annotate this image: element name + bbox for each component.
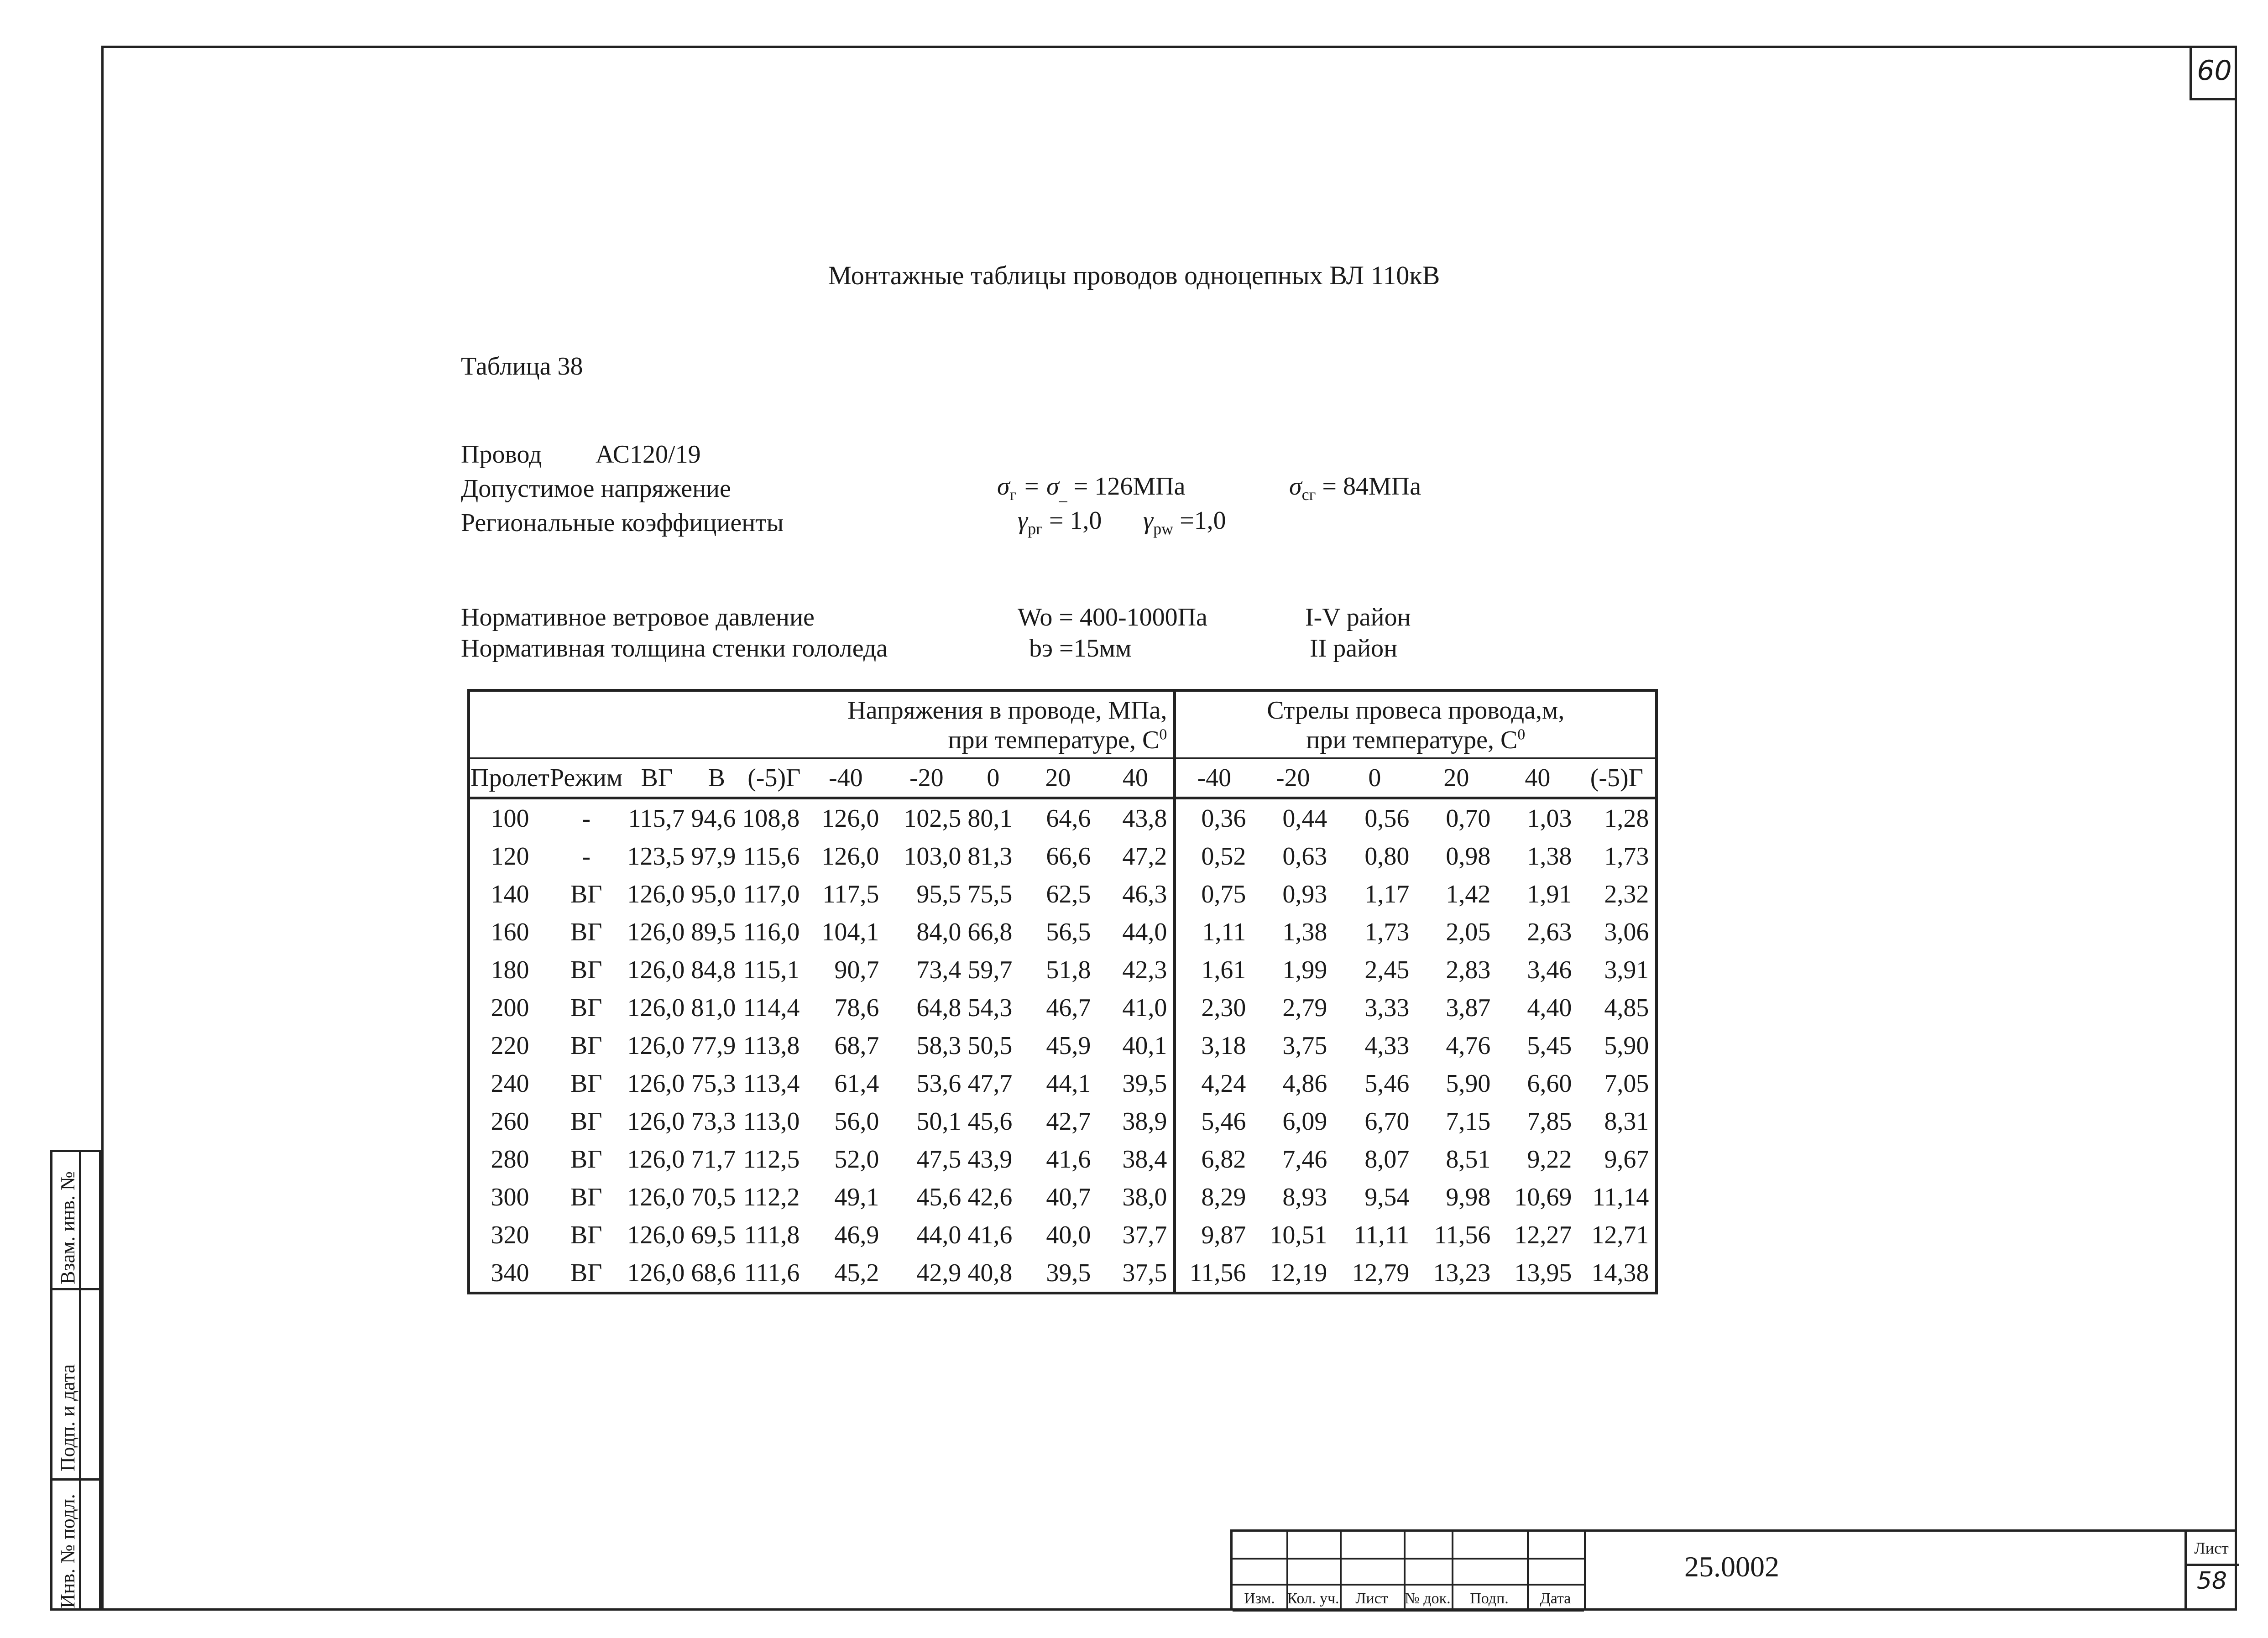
- table-cell: 4,33: [1364, 1031, 1410, 1060]
- table-cell: 111,8: [744, 1221, 800, 1249]
- table-cell: 47,5: [916, 1145, 962, 1174]
- table-cell: 126,0: [627, 993, 685, 1022]
- table-cell: 5,45: [1527, 1031, 1572, 1060]
- table-cell: 54,3: [967, 993, 1013, 1022]
- column-header-9: 40: [1097, 758, 1175, 798]
- table-cell: 53,6: [916, 1069, 962, 1098]
- table-cell: 8,29: [1201, 1183, 1246, 1211]
- table-cell: 340: [491, 1258, 529, 1287]
- table-cell: 102,5: [904, 804, 962, 833]
- table-cell: 7,85: [1527, 1107, 1572, 1136]
- ice-label: Нормативная толщина стенки гололеда: [461, 634, 888, 663]
- table-cell: 12,71: [1591, 1221, 1649, 1249]
- table-cell: ВГ: [570, 1145, 602, 1174]
- table-cell: 11,56: [1434, 1221, 1491, 1249]
- table-cell: 68,7: [834, 1031, 879, 1060]
- left-stamp: [50, 1150, 101, 1611]
- table-cell: 123,5: [627, 842, 685, 871]
- table-cell: 80,1: [967, 804, 1013, 833]
- title-block-col-2: Лист: [1355, 1590, 1388, 1607]
- table-cell: 13,23: [1433, 1258, 1491, 1287]
- stress-label: Допустимое напряжение: [461, 475, 731, 503]
- table-row: [469, 1254, 1657, 1293]
- table-cell: 112,5: [743, 1145, 800, 1174]
- table-cell: 1,11: [1202, 918, 1246, 946]
- table-cell: 77,9: [691, 1031, 736, 1060]
- stamp-sign-label: Подп. и дата: [57, 1364, 79, 1471]
- table-cell: 39,5: [1046, 1258, 1091, 1287]
- table-row: [469, 1140, 1657, 1178]
- table-cell: 9,67: [1604, 1145, 1649, 1174]
- table-cell: 8,31: [1604, 1107, 1649, 1136]
- table-cell: 44,0: [1097, 913, 1175, 951]
- table-cell: 2,32: [1604, 880, 1649, 908]
- table-cell: 126,0: [627, 880, 685, 908]
- table-cell: 0,98: [1446, 842, 1491, 871]
- table-cell: 12,19: [1270, 1258, 1327, 1287]
- stress-cr-value: $\sigma_{сг} = 84МПа$: [1289, 472, 1421, 504]
- table-cell: 113,8: [743, 1031, 800, 1060]
- table-cell: 100: [491, 804, 529, 833]
- table-cell: 1,61: [1201, 955, 1246, 984]
- table-cell: 42,6: [967, 1183, 1013, 1211]
- table-cell: 9,22: [1527, 1145, 1572, 1174]
- table-cell: 111,6: [744, 1258, 800, 1287]
- table-cell: 56,0: [834, 1107, 879, 1136]
- table-cell: 0,80: [1364, 842, 1410, 871]
- wire-label: Провод: [461, 440, 542, 469]
- table-cell: 66,6: [1046, 842, 1091, 871]
- table-row: [469, 1102, 1657, 1140]
- table-cell: 14,38: [1591, 1258, 1649, 1287]
- group-header-stress: Напряжения в проводе, МПа, при температуре, $С^0$: [469, 690, 1175, 758]
- table-cell: 64,6: [1046, 804, 1091, 833]
- page-title: Монтажные таблицы проводов одноцепных ВЛ 110кВ: [828, 261, 1440, 290]
- table-cell: 13,95: [1514, 1258, 1572, 1287]
- table-cell: 50,1: [916, 1107, 962, 1136]
- table-cell: 126,0: [821, 804, 879, 833]
- table-cell: 94,6: [691, 804, 736, 833]
- table-cell: 115,1: [743, 955, 800, 984]
- table-cell: 46,9: [834, 1221, 879, 1249]
- table-cell: 45,6: [967, 1107, 1013, 1136]
- table-cell: 45,2: [834, 1258, 879, 1287]
- table-cell: 71,7: [691, 1145, 736, 1174]
- table-cell: 180: [491, 955, 529, 984]
- table-cell: 1,17: [1364, 880, 1410, 908]
- table-cell: 116,0: [743, 918, 800, 946]
- table-cell: 8,51: [1446, 1145, 1491, 1174]
- table-cell: 0,52: [1201, 842, 1246, 871]
- wind-value: Wo = 400-1000Па: [1018, 603, 1207, 631]
- table-row: [469, 1064, 1657, 1102]
- table-group-header: [469, 690, 1657, 758]
- stamp-inv-label: Инв. № подл.: [57, 1494, 79, 1608]
- column-header-1: Режим: [550, 764, 623, 792]
- table-cell: 41,6: [967, 1221, 1013, 1249]
- table-cell: 9,87: [1201, 1221, 1246, 1249]
- table-cell: 114,4: [743, 993, 800, 1022]
- table-cell: 126,0: [821, 842, 879, 871]
- table-cell: 200: [491, 993, 529, 1022]
- table-cell: 81,3: [967, 842, 1013, 871]
- table-column-header: [469, 758, 1657, 798]
- table-cell: 95,0: [691, 880, 736, 908]
- table-cell: 126,0: [627, 1183, 685, 1211]
- title-block-col-0: Изм.: [1244, 1590, 1275, 1607]
- table-row: [469, 798, 1657, 837]
- table-cell: ВГ: [570, 918, 602, 946]
- table-cell: 8,93: [1282, 1183, 1327, 1211]
- table-cell: 108,8: [742, 804, 800, 833]
- ice-value: bэ =15мм: [1029, 634, 1132, 663]
- coef-label: Региональные коэффициенты: [461, 509, 784, 537]
- table-cell: ВГ: [570, 1183, 602, 1211]
- table-cell: 115,6: [743, 842, 800, 871]
- table-cell: 12,27: [1514, 1221, 1572, 1249]
- table-row: [469, 989, 1657, 1027]
- table-cell: 5,90: [1446, 1069, 1491, 1098]
- table-cell: 320: [491, 1221, 529, 1249]
- table-row: [469, 1178, 1657, 1216]
- table-cell: ВГ: [570, 1107, 602, 1136]
- table-cell: 84,0: [916, 918, 962, 946]
- table-cell: 46,7: [1046, 993, 1091, 1022]
- table-cell: 42,7: [1046, 1107, 1091, 1136]
- table-cell: 160: [491, 918, 529, 946]
- table-cell: 45,6: [916, 1183, 962, 1211]
- column-header-2: ВГ: [641, 764, 673, 792]
- title-block-col-3: № док.: [1405, 1590, 1451, 1607]
- table-cell: 49,1: [834, 1183, 879, 1211]
- table-cell: 84,8: [691, 955, 736, 984]
- table-cell: 8,07: [1364, 1145, 1410, 1174]
- table-cell: 37,7: [1097, 1216, 1175, 1254]
- table-row: [469, 875, 1657, 913]
- column-header-3: В: [708, 764, 726, 792]
- table-cell: 51,8: [1046, 955, 1091, 984]
- table-row: [469, 1216, 1657, 1254]
- table-cell: 3,18: [1201, 1031, 1246, 1060]
- doc-code: 25.0002: [1684, 1550, 1779, 1583]
- stress-value: $\sigma_г = \sigma_{\_} = 126МПа$: [997, 472, 1186, 504]
- table-cell: 78,6: [834, 993, 879, 1022]
- gamma-pw-value: $\gamma_{pw} =1,0$: [1143, 506, 1226, 538]
- table-cell: 39,5: [1097, 1064, 1175, 1102]
- table-cell: 1,38: [1527, 842, 1572, 871]
- column-header-14: 40: [1525, 764, 1551, 792]
- wind-region: I-V район: [1305, 603, 1411, 631]
- table-cell: 52,0: [834, 1145, 879, 1174]
- table-row: [469, 1027, 1657, 1064]
- table-cell: 38,4: [1097, 1140, 1175, 1178]
- table-cell: 64,8: [916, 993, 962, 1022]
- title-block: [1230, 1529, 2237, 1611]
- table-cell: 280: [491, 1145, 529, 1174]
- table-cell: 43,8: [1097, 798, 1175, 837]
- sheet-value: 58: [2196, 1567, 2227, 1595]
- table-cell: 37,5: [1097, 1254, 1175, 1293]
- table-cell: 89,5: [691, 918, 736, 946]
- gamma-pr-value: $\gamma_{рг} = 1,0$: [1018, 506, 1102, 538]
- table-cell: 112,2: [743, 1183, 800, 1211]
- table-cell: 1,42: [1446, 880, 1491, 908]
- table-cell: 40,1: [1097, 1027, 1175, 1064]
- table-cell: 50,5: [967, 1031, 1013, 1060]
- group-header-sag: Стрелы провеса провода,м, при температуре, $С^0$: [1267, 696, 1565, 754]
- table-cell: 11,11: [1353, 1221, 1410, 1249]
- table-cell: 2,05: [1446, 918, 1491, 946]
- table-cell: 59,7: [967, 955, 1013, 984]
- table-cell: 126,0: [627, 1031, 685, 1060]
- table-cell: 75,3: [691, 1069, 736, 1098]
- table-cell: 97,9: [691, 842, 736, 871]
- column-header-10: -40: [1197, 764, 1232, 792]
- table-cell: 66,8: [967, 918, 1013, 946]
- table-cell: 1,73: [1364, 918, 1410, 946]
- table-cell: 6,60: [1527, 1069, 1572, 1098]
- table-cell: 6,70: [1364, 1107, 1410, 1136]
- table-cell: 38,0: [1097, 1178, 1175, 1216]
- table-cell: 56,5: [1046, 918, 1091, 946]
- table-cell: 42,3: [1097, 951, 1175, 989]
- column-header-15: (-5)Г: [1590, 764, 1644, 792]
- table-cell: 11,14: [1592, 1183, 1649, 1211]
- table-cell: 7,46: [1282, 1145, 1327, 1174]
- table-cell: 3,91: [1604, 955, 1649, 984]
- page-number: 60: [2190, 46, 2237, 100]
- table-cell: 0,70: [1446, 804, 1491, 833]
- wire-value: АС120/19: [596, 440, 701, 469]
- table-cell: 113,4: [743, 1069, 800, 1098]
- table-cell: 0,75: [1201, 880, 1246, 908]
- title-block-col-1: Кол. уч.: [1287, 1590, 1339, 1607]
- column-header-8: 20: [1045, 764, 1071, 792]
- table-cell: 69,5: [691, 1221, 736, 1249]
- table-cell: 62,5: [1046, 880, 1091, 908]
- table-cell: 47,2: [1097, 837, 1175, 875]
- table-cell: ВГ: [570, 993, 602, 1022]
- table-cell: 5,90: [1604, 1031, 1649, 1060]
- table-cell: 300: [491, 1183, 529, 1211]
- table-cell: 58,3: [916, 1031, 962, 1060]
- table-cell: 4,76: [1446, 1031, 1491, 1060]
- table-cell: 41,6: [1046, 1145, 1091, 1174]
- column-header-4: (-5)Г: [747, 764, 801, 792]
- table-cell: 3,46: [1527, 955, 1572, 984]
- table-cell: 1,91: [1527, 880, 1572, 908]
- table-cell: 44,0: [916, 1221, 962, 1249]
- table-cell: 5,46: [1201, 1107, 1246, 1136]
- table-cell: 44,1: [1046, 1069, 1091, 1098]
- table-cell: 3,75: [1282, 1031, 1327, 1060]
- table-cell: 45,9: [1046, 1031, 1091, 1060]
- table-cell: 103,0: [904, 842, 962, 871]
- table-cell: 10,69: [1514, 1183, 1572, 1211]
- table-cell: 9,98: [1446, 1183, 1491, 1211]
- table-cell: 126,0: [627, 918, 685, 946]
- table-cell: 41,0: [1097, 989, 1175, 1027]
- table-cell: 126,0: [627, 1069, 685, 1098]
- sheet-label: Лист: [2194, 1539, 2229, 1557]
- table-cell: 10,51: [1270, 1221, 1327, 1249]
- table-cell: ВГ: [570, 955, 602, 984]
- column-header-5: -40: [829, 764, 863, 792]
- table-cell: 81,0: [691, 993, 736, 1022]
- ice-region: II район: [1310, 634, 1398, 663]
- table-cell: 117,0: [743, 880, 800, 908]
- table-cell: ВГ: [570, 1258, 602, 1287]
- stamp-replace-label: Взам. инв. №: [57, 1171, 79, 1284]
- table-cell: 1,03: [1527, 804, 1572, 833]
- table-cell: 120: [491, 842, 529, 871]
- table-cell: 126,0: [627, 955, 685, 984]
- table-cell: 240: [491, 1069, 529, 1098]
- table-cell: 4,86: [1282, 1069, 1327, 1098]
- table-cell: 0,56: [1364, 804, 1410, 833]
- table-cell: 0,63: [1282, 842, 1327, 871]
- table-cell: 5,46: [1364, 1069, 1410, 1098]
- table-cell: 40,0: [1046, 1221, 1091, 1249]
- table-cell: ВГ: [570, 880, 602, 908]
- table-cell: 90,7: [834, 955, 879, 984]
- table-cell: 126,0: [627, 1145, 685, 1174]
- column-header-7: 0: [987, 764, 1000, 792]
- table-cell: 1,73: [1604, 842, 1649, 871]
- table-cell: 75,5: [967, 880, 1013, 908]
- table-cell: 0,36: [1201, 804, 1246, 833]
- table-cell: 3,87: [1446, 993, 1491, 1022]
- table-cell: 140: [491, 880, 529, 908]
- table-cell: 4,24: [1201, 1069, 1246, 1098]
- table-cell: 126,0: [627, 1258, 685, 1287]
- data-table: [467, 689, 1658, 1294]
- table-row: [469, 951, 1657, 989]
- table-cell: ВГ: [570, 1031, 602, 1060]
- table-cell: 73,3: [691, 1107, 736, 1136]
- table-cell: 11,56: [1189, 1258, 1246, 1287]
- table-cell: 1,99: [1282, 955, 1327, 984]
- table-cell: 2,83: [1446, 955, 1491, 984]
- wind-label: Нормативное ветровое давление: [461, 603, 815, 631]
- table-cell: 43,9: [967, 1145, 1013, 1174]
- table-cell: 126,0: [627, 1107, 685, 1136]
- table-cell: 4,40: [1527, 993, 1572, 1022]
- column-header-11: -20: [1276, 764, 1310, 792]
- table-cell: 4,85: [1604, 993, 1649, 1022]
- table-cell: 12,79: [1352, 1258, 1410, 1287]
- table-cell: -: [582, 842, 591, 871]
- table-cell: 0,93: [1282, 880, 1327, 908]
- table-cell: 9,54: [1364, 1183, 1410, 1211]
- table-cell: 40,8: [967, 1258, 1013, 1287]
- table-cell: -: [582, 804, 591, 833]
- column-header-13: 20: [1443, 764, 1469, 792]
- table-cell: 46,3: [1097, 875, 1175, 913]
- table-cell: 7,15: [1446, 1107, 1491, 1136]
- table-cell: 47,7: [967, 1069, 1013, 1098]
- table-cell: 2,30: [1201, 993, 1246, 1022]
- table-cell: 260: [491, 1107, 529, 1136]
- table-cell: 40,7: [1046, 1183, 1091, 1211]
- column-header-0: Пролет: [470, 764, 549, 792]
- table-cell: 73,4: [916, 955, 962, 984]
- table-label: Таблица 38: [461, 352, 583, 381]
- table-cell: 117,5: [822, 880, 879, 908]
- table-cell: 38,9: [1097, 1102, 1175, 1140]
- table-cell: 95,5: [916, 880, 962, 908]
- table-cell: 2,79: [1282, 993, 1327, 1022]
- table-cell: 126,0: [627, 1221, 685, 1249]
- table-cell: 1,38: [1282, 918, 1327, 946]
- table-cell: 61,4: [834, 1069, 879, 1098]
- table-cell: ВГ: [570, 1069, 602, 1098]
- title-block-col-5: Дата: [1540, 1590, 1571, 1607]
- table-cell: 2,45: [1364, 955, 1410, 984]
- table-cell: 3,06: [1604, 918, 1649, 946]
- table-cell: 6,09: [1282, 1107, 1327, 1136]
- table-cell: 115,7: [628, 804, 685, 833]
- table-cell: 3,33: [1364, 993, 1410, 1022]
- table-cell: 1,28: [1604, 804, 1649, 833]
- table-cell: 0,44: [1282, 804, 1327, 833]
- table-cell: 68,6: [691, 1258, 736, 1287]
- table-cell: 7,05: [1604, 1069, 1649, 1098]
- table-cell: 220: [491, 1031, 529, 1060]
- table-cell: 6,82: [1201, 1145, 1246, 1174]
- table-cell: 113,0: [743, 1107, 800, 1136]
- column-header-12: 0: [1368, 764, 1381, 792]
- table-cell: 2,63: [1527, 918, 1572, 946]
- title-block-col-4: Подп.: [1470, 1590, 1509, 1607]
- table-cell: 42,9: [916, 1258, 962, 1287]
- table-row: [469, 837, 1657, 875]
- table-row: [469, 913, 1657, 951]
- table-cell: 70,5: [691, 1183, 736, 1211]
- column-header-6: -20: [909, 764, 944, 792]
- table-cell: 104,1: [821, 918, 879, 946]
- table-cell: ВГ: [570, 1221, 602, 1249]
